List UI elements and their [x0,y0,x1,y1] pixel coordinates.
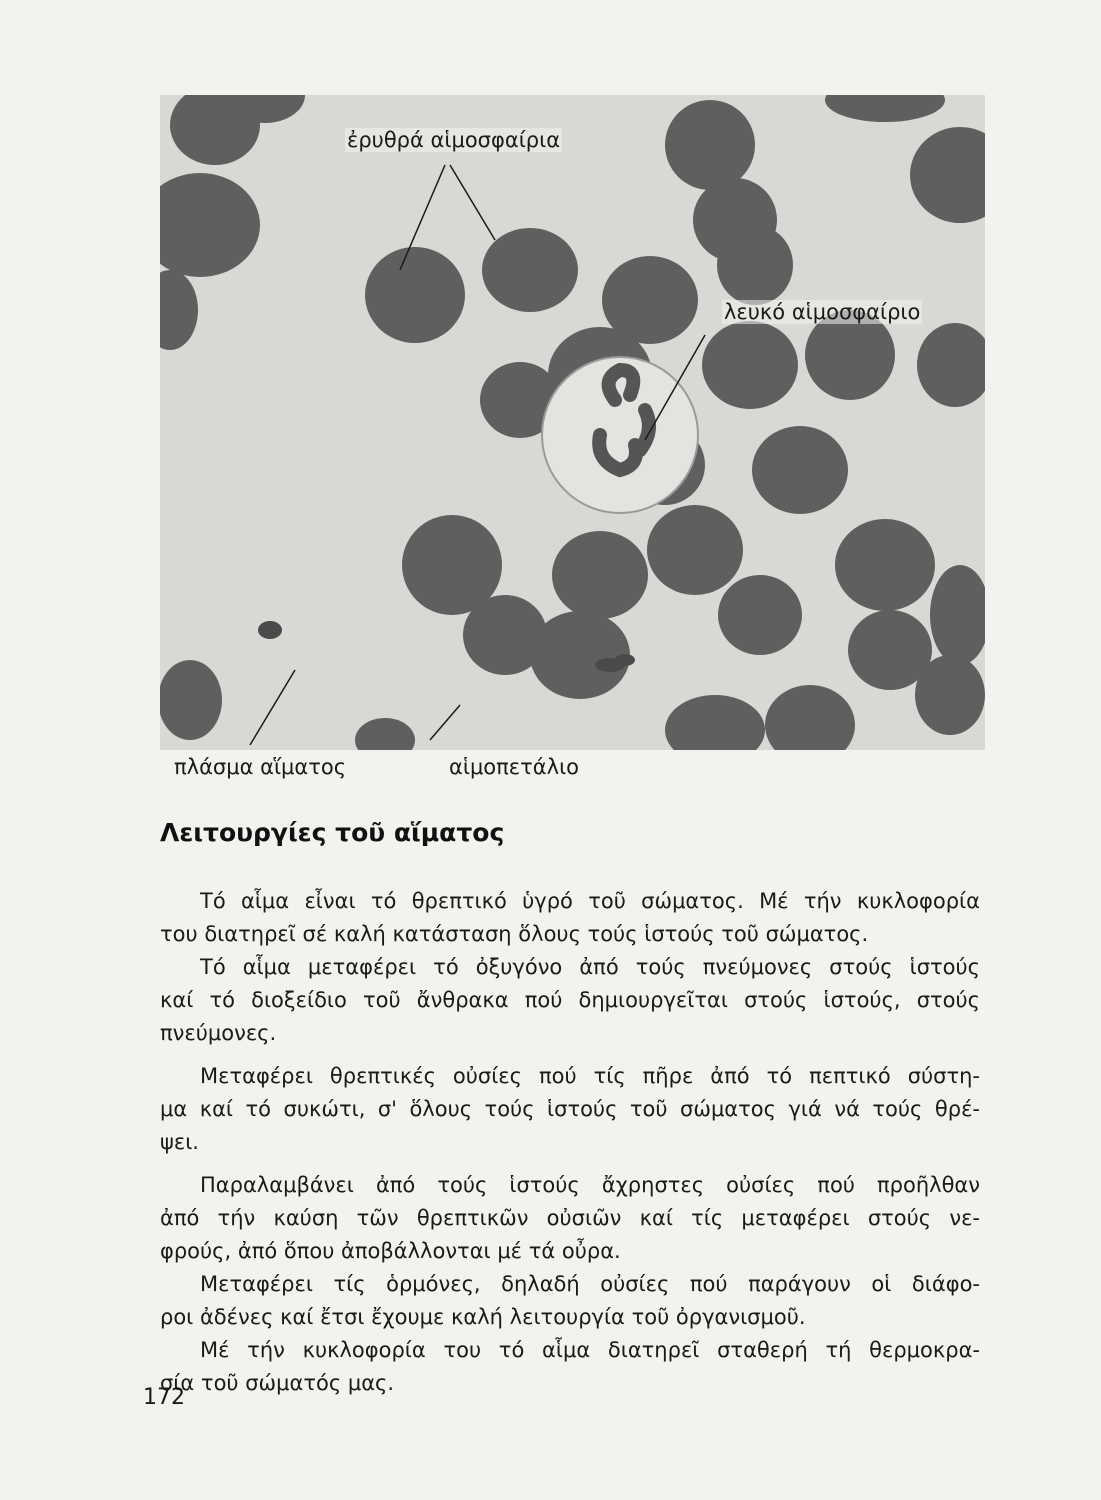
section-body [160,885,980,1400]
red-blood-cell [717,225,793,305]
section-heading: Λειτουργίες τοῦ αἵματος [160,818,505,847]
label-platelet: αἱμοπετάλιο [449,755,580,779]
text-line: Μεταφέρει τίς ὁρμόνες, δηλαδή οὐσίες πού παράγουν οἱ διάφο- [200,1272,980,1296]
label-plasma: πλάσμα αἵματος [174,755,347,779]
red-blood-cell [647,505,743,595]
red-blood-cell [915,655,985,735]
text-line: ψει. [160,1130,199,1154]
red-blood-cell [752,426,848,514]
label-red-cells: ἐρυθρά αἱμοσφαίρια [347,128,561,152]
text-line: καί τό διοξείδιο τοῦ ἄνθρακα πού δημιουργεῖται στούς ἱστούς, στούς [160,988,980,1012]
red-blood-cell [718,575,802,655]
red-blood-cell [365,247,465,343]
text-line: Μέ τήν κυκλοφορία του τό αἷμα διατηρεῖ σταθερή τή θερμοκρα- [200,1338,980,1362]
white-blood-cell [542,357,698,513]
text-line: φρούς, ἀπό ὅπου ἀποβάλλονται μέ τά οὖρα. [160,1239,621,1263]
text-line: μα καί τό συκώτι, σ' ὅλους τούς ἱστούς τοῦ σώματος γιά νά τούς θρέ- [160,1097,980,1121]
text-line: ροι ἀδένες καί ἔτσι ἔχουμε καλή λειτουργία τοῦ ὀργανισμοῦ. [160,1305,806,1329]
red-blood-cell [665,100,755,190]
platelet [615,654,635,666]
red-blood-cell [702,321,798,409]
blood-cells-figure [160,95,985,750]
text-line: Παραλαμβάνει ἀπό τούς ἱστούς ἄχρηστες οὐσίες πού προῆλθαν [200,1173,980,1197]
label-white-cell: λευκό αἱμοσφαίριο [724,300,921,324]
text-line: σία τοῦ σώματός μας. [160,1371,395,1395]
text-line: πνεύμονες. [160,1021,277,1045]
text-line: Τό αἷμα εἶναι τό θρεπτικό ὑγρό τοῦ σώματος. Μέ τήν κυκλοφορία [200,889,980,913]
red-blood-cell [463,595,547,675]
red-blood-cell [482,228,578,312]
page-number: 172 [143,1385,185,1410]
text-line: Μεταφέρει θρεπτικές οὐσίες πού τίς πῆρε ἀπό τό πεπτικό σύστη- [200,1064,980,1088]
blood-smear-photo [160,95,985,750]
red-blood-cell [160,660,222,740]
text-line: του διατηρεῖ σέ καλή κατάσταση ὅλους τούς ἱστούς τοῦ σώματος. [160,922,869,946]
red-blood-cell [835,519,935,611]
text-line: ἀπό τήν καύση τῶν θρεπτικῶν οὐσιῶν καί τίς μεταφέρει στούς νε- [160,1206,980,1230]
red-blood-cell [552,531,648,619]
text-line: Τό αἷμα μεταφέρει τό ὀξυγόνο ἀπό τούς πνεύμονες στούς ἱστούς [200,955,980,979]
platelet [258,621,282,639]
